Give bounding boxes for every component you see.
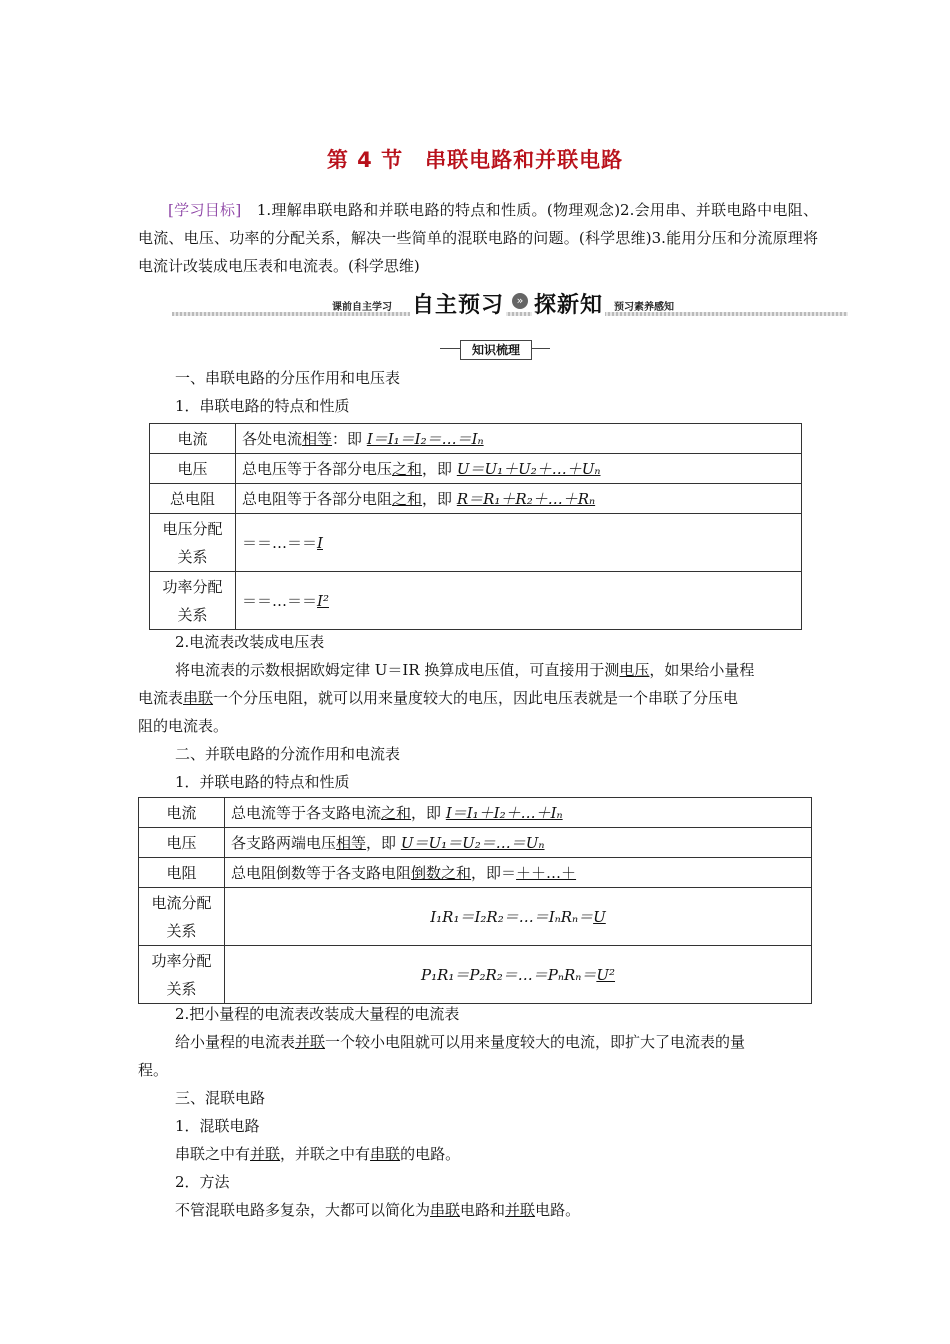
s2-p1 xyxy=(175,1028,745,1056)
text: 一个分压电阻，就可以用来量度较大的电压，因此电压表就是一个串联了分压电 xyxy=(213,689,739,707)
series-key-voltage-dist: 电压分配关系 xyxy=(150,514,236,572)
series-key-resistance: 总电阻 xyxy=(150,484,236,514)
s2-sub2: 2.把小量程的电流表改装成大量程的电流表 xyxy=(175,1005,460,1023)
parallel-key-current-dist: 电流分配关系 xyxy=(139,888,225,946)
cell-text: 总电阻倒数等于各支路电阻 xyxy=(231,864,412,882)
cell-text: 各处电流 xyxy=(242,430,303,448)
cell-underline: I xyxy=(317,534,323,552)
s3-sub1: 1．混联电路 xyxy=(175,1117,260,1135)
text: 电路和 xyxy=(460,1201,506,1219)
cell-text: ＝＝…＝＝ xyxy=(242,592,318,610)
parallel-val-resistance xyxy=(225,858,812,888)
series-val-power-dist xyxy=(236,572,802,630)
text: 给小量程的电流表 xyxy=(175,1033,296,1051)
banner-arrow-icon: » xyxy=(512,293,528,309)
underline: 并联 xyxy=(250,1145,281,1163)
underline: 串联 xyxy=(183,689,214,707)
section-banner xyxy=(172,288,848,322)
parallel-val-current-dist xyxy=(225,888,812,946)
series-key-power-dist: 功率分配关系 xyxy=(150,572,236,630)
cell-underline: I² xyxy=(317,592,329,610)
parallel-row-current xyxy=(139,798,812,828)
underline: 串联 xyxy=(370,1145,401,1163)
series-val-current xyxy=(236,424,802,454)
underline: 并联 xyxy=(295,1033,326,1051)
text: 电流表 xyxy=(138,689,184,707)
s3-sub2: 2．方法 xyxy=(175,1173,230,1191)
learning-goals xyxy=(138,196,818,280)
cell-underline: 相等 xyxy=(302,430,333,448)
parallel-row-voltage xyxy=(139,828,812,858)
page-title: 第 4 节 串联电路和并联电路 xyxy=(326,148,624,172)
cell-underline: 倒数之和 xyxy=(411,864,472,882)
s3-p2 xyxy=(175,1196,580,1224)
s1-p2 xyxy=(138,684,738,712)
cell-underline: 相等 xyxy=(336,834,367,852)
cell-formula: U＝U₁＝U₂＝…＝Uₙ xyxy=(400,834,545,852)
underline: 串联 xyxy=(430,1201,461,1219)
parallel-val-current xyxy=(225,798,812,828)
cell-formula: U＝U₁＋U₂＋…＋Uₙ xyxy=(456,460,601,478)
goals-text: 1.理解串联电路和并联电路的特点和性质。(物理观念)2.会用串、并联电路中电阻、电流、电压、功率的分配关系，解决一些简单的混联电路的问题。(科学思维)3.能用分压和分流原理将电流计改装成电压表和电流表。(科学思维) xyxy=(138,201,818,275)
series-row-voltage-dist xyxy=(150,514,802,572)
series-key-current: 电流 xyxy=(150,424,236,454)
cell-formula: R＝R₁＋R₂＋…＋Rₙ xyxy=(456,490,596,508)
cell-text: ，即 xyxy=(422,460,457,478)
banner-right-caption: 预习素养感知 xyxy=(614,302,674,313)
text: 的电路。 xyxy=(400,1145,461,1163)
series-table xyxy=(149,423,802,630)
series-row-current xyxy=(150,424,802,454)
series-row-power-dist xyxy=(150,572,802,630)
cell-text: ，即 xyxy=(366,834,401,852)
series-key-voltage: 电压 xyxy=(150,454,236,484)
text: 一个较小电阻就可以用来量度较大的电流，即扩大了电流表的量 xyxy=(325,1033,746,1051)
cell-text: 各支路两端电压 xyxy=(231,834,337,852)
text: ，并联之中有 xyxy=(280,1145,371,1163)
text: 将电流表的示数根据欧姆定律 U＝IR 换算成电压值，可直接用于测 xyxy=(175,661,620,679)
s3-p1 xyxy=(175,1140,460,1168)
s2-sub1: 1．并联电路的特点和性质 xyxy=(175,773,350,791)
series-row-resistance xyxy=(150,484,802,514)
parallel-key-resistance: 电阻 xyxy=(139,858,225,888)
underline: 电压 xyxy=(619,661,650,679)
cell-text: ，即＝ xyxy=(471,864,517,882)
series-val-voltage-dist xyxy=(236,514,802,572)
goals-tag: [学习目标] xyxy=(168,201,242,219)
cell-text: 总电压等于各部分电压 xyxy=(242,460,393,478)
s2-p2: 程。 xyxy=(138,1061,169,1079)
banner-rule xyxy=(172,312,848,316)
parallel-row-resistance xyxy=(139,858,812,888)
cell-formula: ＋＋…＋ xyxy=(516,864,577,882)
parallel-key-voltage: 电压 xyxy=(139,828,225,858)
text: 电路。 xyxy=(535,1201,581,1219)
cell-formula: I₁R₁＝I₂R₂＝…＝IₙRₙ＝ xyxy=(430,908,594,926)
text: ，如果给小量程 xyxy=(649,661,755,679)
s1-sub1: 1．串联电路的特点和性质 xyxy=(175,397,350,415)
cell-underline: U xyxy=(593,908,606,926)
cell-formula: P₁R₁＝P₂R₂＝…＝PₙRₙ＝ xyxy=(420,966,597,984)
cell-underline: 之和 xyxy=(392,460,423,478)
s3-heading: 三、混联电路 xyxy=(175,1089,266,1107)
parallel-val-voltage xyxy=(225,828,812,858)
cell-formula: I＝I₁＝I₂＝…＝Iₙ xyxy=(366,430,484,448)
banner-title-right: 探新知 xyxy=(532,288,605,319)
cell-underline: 之和 xyxy=(392,490,423,508)
cell-text: ：即 xyxy=(332,430,367,448)
s1-p1 xyxy=(175,656,754,684)
text: 不管混联电路多复杂，大都可以简化为 xyxy=(175,1201,431,1219)
cell-text: ，即 xyxy=(411,804,446,822)
cell-text: 总电流等于各支路电流 xyxy=(231,804,382,822)
s2-heading: 二、并联电路的分流作用和电流表 xyxy=(175,745,401,763)
knowledge-tag-label: 知识梳理 xyxy=(460,340,532,360)
cell-text: ＝＝…＝＝ xyxy=(242,534,318,552)
cell-underline: U² xyxy=(596,966,616,984)
parallel-key-current: 电流 xyxy=(139,798,225,828)
banner-title-left: 自主预习 xyxy=(410,288,506,319)
cell-text: 总电阻等于各部分电阻 xyxy=(242,490,393,508)
parallel-key-power-dist: 功率分配关系 xyxy=(139,946,225,1004)
s1-heading: 一、串联电路的分压作用和电压表 xyxy=(175,369,401,387)
underline: 并联 xyxy=(505,1201,536,1219)
knowledge-tag xyxy=(440,340,550,358)
cell-formula: I＝I₁＋I₂＋…＋Iₙ xyxy=(445,804,563,822)
text: 串联之中有 xyxy=(175,1145,251,1163)
parallel-val-power-dist xyxy=(225,946,812,1004)
banner-left-caption: 课前自主学习 xyxy=(332,302,392,313)
parallel-row-current-dist xyxy=(139,888,812,946)
s1-p3: 阻的电流表。 xyxy=(138,717,229,735)
cell-text: ，即 xyxy=(422,490,457,508)
series-val-voltage xyxy=(236,454,802,484)
parallel-table xyxy=(138,797,812,1004)
s1-sub2: 2.电流表改装成电压表 xyxy=(175,633,325,651)
series-val-resistance xyxy=(236,484,802,514)
parallel-row-power-dist xyxy=(139,946,812,1004)
cell-underline: 之和 xyxy=(381,804,412,822)
series-row-voltage xyxy=(150,454,802,484)
